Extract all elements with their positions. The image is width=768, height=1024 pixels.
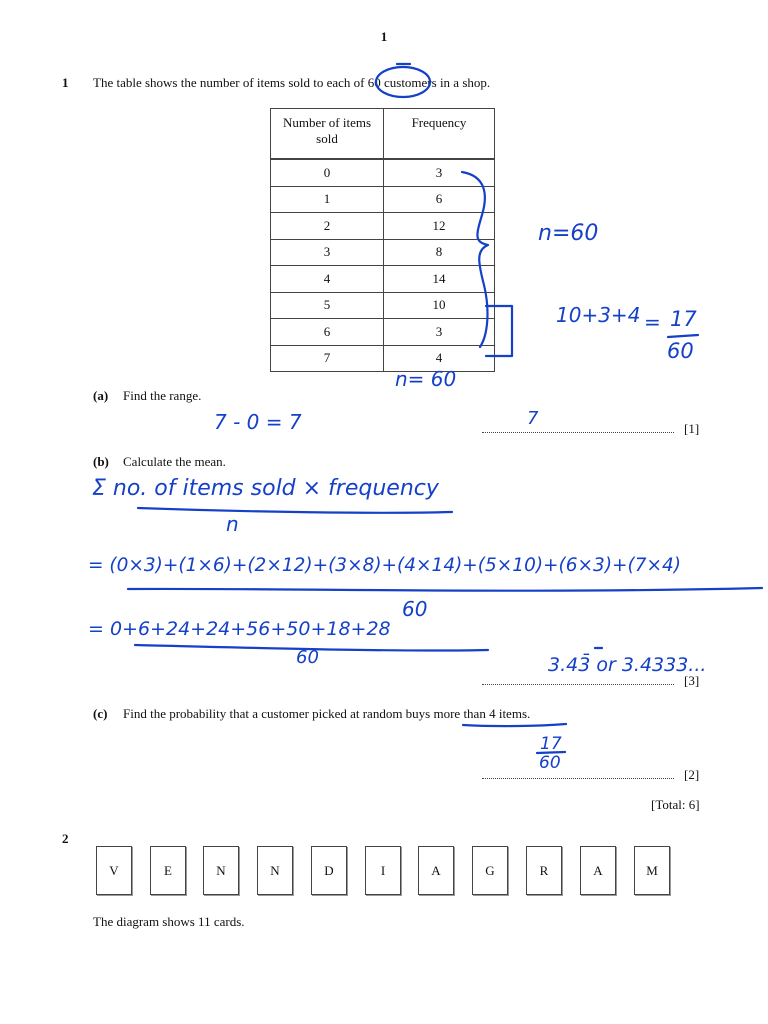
part-b-marks: [3] [684, 673, 700, 688]
table-row [271, 186, 495, 213]
letter-card: N [203, 846, 239, 895]
question-2-caption: The diagram shows 11 cards. [93, 914, 245, 929]
letter-card: G [472, 846, 508, 895]
letter-card: D [311, 846, 347, 895]
table-cell: 4 [271, 266, 384, 293]
part-c-text: Find the probability that a customer picked at random buys more than 4 items. [123, 706, 531, 721]
note-n-below: n= 60 [395, 367, 457, 391]
part-c-marks: [2] [684, 767, 700, 782]
mean-answer: 3.43̄ or 3.4333... [548, 654, 707, 676]
mean-formula-denominator: n [226, 512, 239, 536]
mean-formula-numerator: Σ no. of items sold × frequency [92, 476, 439, 501]
table-row [271, 319, 495, 346]
probability-denominator: 60 [539, 753, 561, 773]
note-frac-numerator: 17 [670, 307, 697, 331]
frequency-table [270, 108, 495, 372]
part-b-text: Calculate the mean. [123, 454, 226, 469]
table-row [271, 213, 495, 240]
formula-underline [138, 508, 452, 513]
table-row [271, 266, 495, 293]
question-1-number: 1 [62, 75, 69, 90]
part-b-label: (b) [93, 454, 109, 469]
fraction-bar-1 [128, 588, 762, 591]
letter-card: A [418, 846, 454, 895]
question-1-intro: The table shows the number of items sold to each of 60 customers in a shop. [93, 75, 491, 90]
table-cell: 14 [384, 266, 495, 293]
probability-numerator: 17 [540, 734, 562, 754]
answer-line-c[interactable] [482, 778, 674, 779]
table-cell: 6 [384, 186, 495, 213]
letter-card: V [96, 846, 132, 895]
answer-line-b[interactable] [482, 684, 674, 685]
table-cell: 5 [271, 292, 384, 319]
table-header: Number of items sold [271, 109, 384, 160]
letter-card: I [365, 846, 401, 895]
table-cell: 3 [384, 159, 495, 186]
mean-line-1-denominator: 60 [402, 597, 428, 621]
table-header: Frequency [384, 109, 495, 160]
phrase-underline [463, 724, 566, 726]
table-cell: 3 [384, 319, 495, 346]
table-cell: 7 [271, 345, 384, 372]
range-working: 7 - 0 = 7 [214, 410, 302, 434]
table-cell: 3 [271, 239, 384, 266]
part-a-label: (a) [93, 388, 109, 403]
table-row [271, 292, 495, 319]
question-2-number: 2 [62, 831, 69, 846]
part-a-marks: [1] [684, 421, 700, 436]
table-row [271, 159, 495, 186]
mean-line-2-denominator: 60 [296, 647, 319, 668]
letter-card: M [634, 846, 670, 895]
table-cell: 8 [384, 239, 495, 266]
mean-working-line-1: = (0×3)+(1×6)+(2×12)+(3×8)+(4×14)+(5×10)+(6×3)+(7×4) [88, 555, 682, 576]
table-cell: 12 [384, 213, 495, 240]
table-cell: 2 [271, 213, 384, 240]
note-n-side: n=60 [538, 221, 599, 246]
letter-card: A [580, 846, 616, 895]
page-number: 1 [380, 29, 388, 44]
range-answer: 7 [527, 408, 539, 429]
table-cell: 1 [271, 186, 384, 213]
table-row [271, 345, 495, 372]
answer-line-a[interactable] [482, 432, 674, 433]
part-a-text: Find the range. [123, 388, 202, 403]
note-equals: = [644, 310, 661, 334]
question-1-total: [Total: 6] [651, 797, 700, 812]
part-c-label: (c) [93, 706, 108, 721]
note-frac-denominator: 60 [667, 339, 694, 363]
fraction-line [668, 335, 698, 337]
table-row [271, 239, 495, 266]
letter-card: E [150, 846, 186, 895]
table-cell: 4 [384, 345, 495, 372]
table-cell: 0 [271, 159, 384, 186]
table-cell: 10 [384, 292, 495, 319]
letter-card: R [526, 846, 562, 895]
letter-card: N [257, 846, 293, 895]
table-cell: 6 [271, 319, 384, 346]
mean-working-line-2: = 0+6+24+24+56+50+18+28 [88, 618, 391, 640]
note-sum-expr: 10+3+4 [556, 303, 641, 327]
